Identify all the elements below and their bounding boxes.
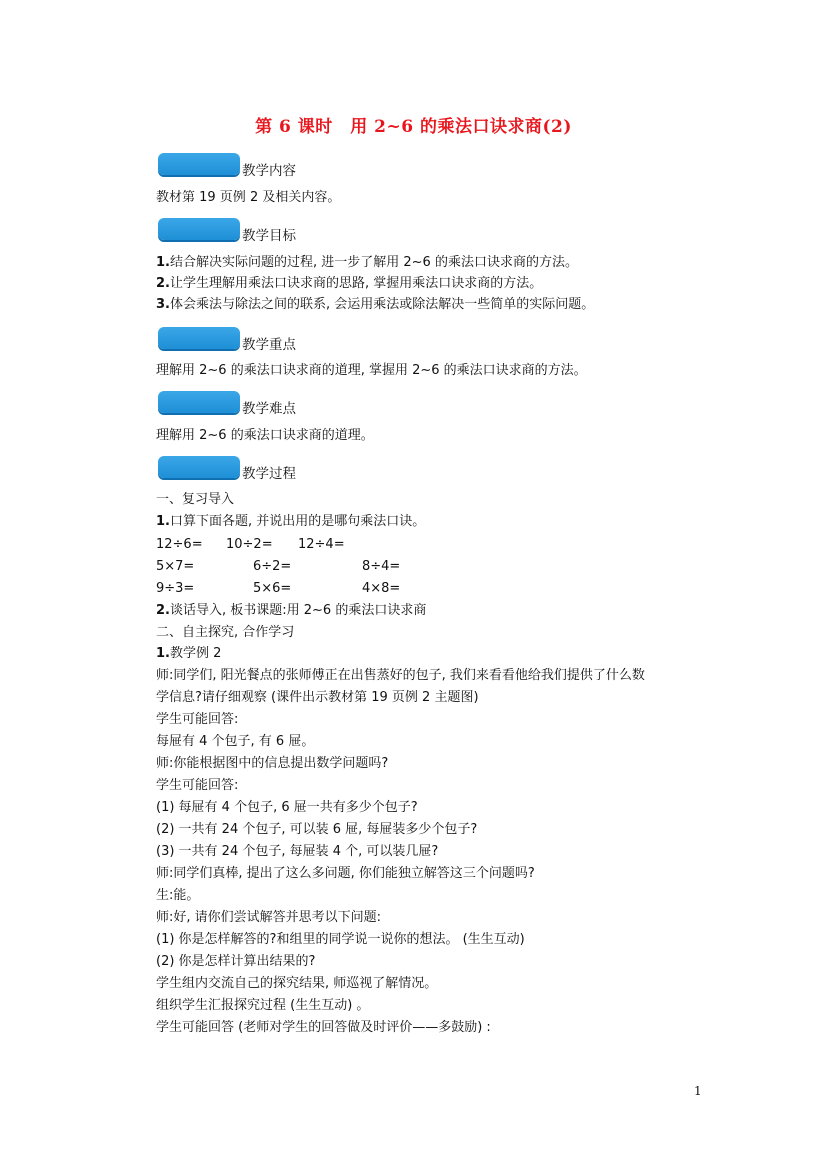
difficulty-text: 理解用 2~6 的乘法口诀求商的道理。 <box>156 428 374 443</box>
dialog-line: 学生可能回答: <box>156 712 239 727</box>
goal-text: 体会乘法与除法之间的联系, 会运用乘法或除法解决一些简单的实际问题。 <box>169 297 595 312</box>
section-badge <box>158 391 240 413</box>
section-heading-goals: 教学目标 <box>242 228 296 244</box>
dialog-line: 学生可能回答: <box>156 778 239 793</box>
dialog-line: (3) 一共有 24 个包子, 每屉装 4 个, 可以装几屉? <box>156 844 439 859</box>
dialog-line: 学生组内交流自己的探究结果, 师巡视了解情况。 <box>156 976 438 991</box>
dialog-line: (2) 你是怎样计算出结果的? <box>156 954 316 969</box>
calc-cell: 9÷3= <box>156 581 195 596</box>
goal-number: 2. <box>156 276 170 291</box>
goal-item <box>156 295 594 315</box>
calc-cell: 5×6= <box>253 581 292 596</box>
dialog-line: 学生可能回答 (老师对学生的回答做及时评价——多鼓励) : <box>156 1020 491 1035</box>
step-number: 2. <box>156 603 170 618</box>
dialog-line: 学信息?请仔细观察 (课件出示教材第 19 页例 2 主题图) <box>156 690 479 705</box>
step-text: 口算下面各题, 并说出用的是哪句乘法口诀。 <box>169 514 426 529</box>
section-heading-content: 教学内容 <box>242 163 296 179</box>
goal-item <box>156 274 542 294</box>
section-badge <box>158 456 240 478</box>
calc-cell: 12÷6= <box>156 537 203 552</box>
step-number: 1. <box>156 646 170 661</box>
section-heading-process: 教学过程 <box>242 466 296 482</box>
goal-text: 结合解决实际问题的过程, 进一步了解用 2~6 的乘法口诀求商的方法。 <box>169 255 578 270</box>
step-item <box>156 512 425 532</box>
step-item <box>156 601 426 621</box>
content-text: 教材第 19 页例 2 及相关内容。 <box>156 190 341 205</box>
lesson-title: 第 6 课时 用 2~6 的乘法口诀求商(2) <box>255 117 572 137</box>
step-item <box>156 644 221 664</box>
dialog-line: 组织学生汇报探究过程 (生生互动) 。 <box>156 998 370 1013</box>
goal-item <box>156 253 578 273</box>
goal-text: 让学生理解用乘法口诀求商的思路, 掌握用乘法口诀求商的方法。 <box>169 276 543 291</box>
dialog-line: (2) 一共有 24 个包子, 可以装 6 屉, 每屉装多少个包子? <box>156 822 478 837</box>
dialog-line: 师:同学们, 阳光餐点的张师傅正在出售蒸好的包子, 我们来看看他给我们提供了什么数 <box>156 668 645 683</box>
section-heading-difficulty: 教学难点 <box>242 401 296 417</box>
key-text: 理解用 2~6 的乘法口诀求商的道理, 掌握用 2~6 的乘法口诀求商的方法。 <box>156 363 587 378</box>
calc-cell: 12÷4= <box>298 537 345 552</box>
dialog-line: 师:同学们真棒, 提出了这么多问题, 你们能独立解答这三个问题吗? <box>156 866 535 881</box>
calc-cell: 4×8= <box>362 581 401 596</box>
calc-cell: 5×7= <box>156 559 195 574</box>
step-text: 谈话导入, 板书课题:用 2~6 的乘法口诀求商 <box>169 603 427 618</box>
dialog-line: 每屉有 4 个包子, 有 6 屉。 <box>156 734 315 749</box>
page-number: 1 <box>694 1084 702 1098</box>
step-text: 教学例 2 <box>169 646 222 661</box>
dialog-line: (1) 每屉有 4 个包子, 6 屉一共有多少个包子? <box>156 800 418 815</box>
section-badge <box>158 327 240 349</box>
step-number: 1. <box>156 514 170 529</box>
calc-cell: 10÷2= <box>226 537 273 552</box>
dialog-line: 师:好, 请你们尝试解答并思考以下问题: <box>156 910 382 925</box>
dialog-line: 生:能。 <box>156 888 200 903</box>
part-title: 一、复习导入 <box>156 492 235 507</box>
goal-number: 1. <box>156 255 170 270</box>
section-badge <box>158 153 240 175</box>
calc-cell: 8÷4= <box>362 559 401 574</box>
calc-cell: 6÷2= <box>253 559 292 574</box>
dialog-line: (1) 你是怎样解答的?和组里的同学说一说你的想法。 (生生互动) <box>156 932 525 947</box>
section-badge <box>158 218 240 240</box>
section-heading-key: 教学重点 <box>242 337 296 353</box>
goal-number: 3. <box>156 297 170 312</box>
dialog-line: 师:你能根据图中的信息提出数学问题吗? <box>156 756 389 771</box>
part-title: 二、自主探究, 合作学习 <box>156 625 295 640</box>
